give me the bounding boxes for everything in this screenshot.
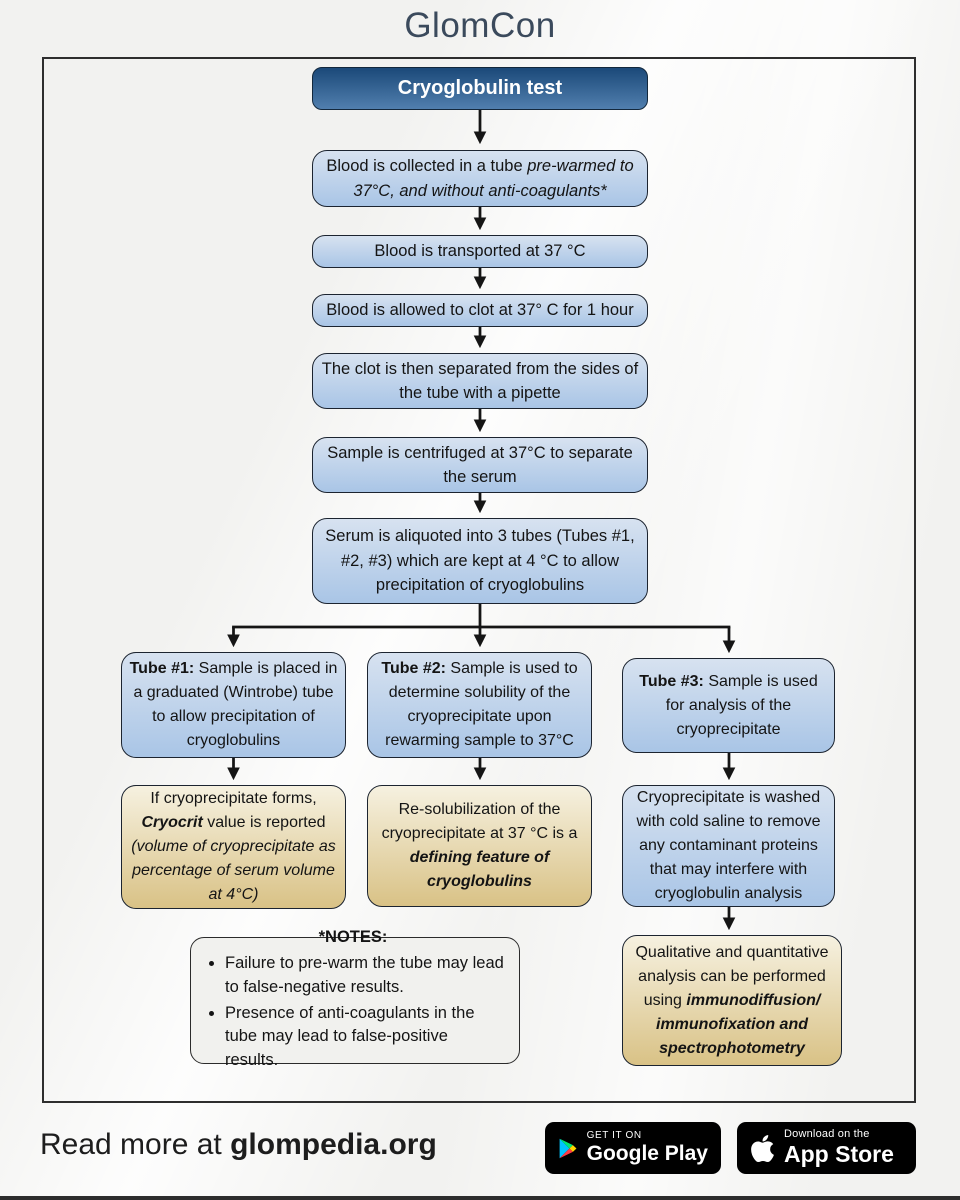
google-play-store-name: Google Play xyxy=(586,1141,708,1165)
flow-box-washed-text: Cryoprecipitate is washed with cold saline to remove any contaminant proteins that may interfere with cryoglobulin analysis xyxy=(636,789,821,902)
flow-box-tube3-text: Tube #3: Sample is used for analysis of the cryoprecipitate xyxy=(639,672,818,738)
notes-title: *NOTES: xyxy=(318,927,388,946)
flow-box-tube3 xyxy=(622,658,835,753)
flow-box-transport xyxy=(312,235,648,268)
flow-box-transport-text: Blood is transported at 37 °C xyxy=(374,242,586,261)
flow-box-analysis-text: Qualitative and quantitative analysis can be performed using immunodiffusion/ immunofixation and spectrophotometry xyxy=(635,943,829,1057)
flow-box-separate-text: The clot is then separated from the sides of the tube with a pipette xyxy=(321,359,639,402)
flow-box-clot-text: Blood is allowed to clot at 37° C for 1 hour xyxy=(326,301,634,320)
read-more-text xyxy=(40,1128,437,1162)
notes-box xyxy=(190,927,520,1070)
app-store-tagline: Download on the xyxy=(784,1128,870,1141)
flow-box-tube1-text: Tube #1: Sample is placed in a graduated (Wintrobe) tube to allow precipitation of cryoglobulins xyxy=(129,660,338,749)
flow-box-analysis xyxy=(622,935,842,1066)
bottom-edge-bar xyxy=(0,1196,960,1200)
flow-box-washed xyxy=(622,785,835,907)
flow-box-clot xyxy=(312,294,648,327)
flow-box-cryocrit-text: If cryoprecipitate forms, Cryocrit value is reported (volume of cryoprecipitate as percentage of serum volume at 4°C) xyxy=(131,790,336,903)
flow-box-title xyxy=(312,67,648,110)
flow-box-separate xyxy=(312,353,648,409)
flow-box-collect xyxy=(312,150,648,207)
flow-box-tube2-text: Tube #2: Sample is used to determine solubility of the cryoprecipitate upon rewarming sample to 37°C xyxy=(381,660,578,749)
google-play-tagline: GET IT ON xyxy=(586,1130,642,1142)
flow-box-title-text: Cryoglobulin test xyxy=(397,76,563,99)
notes-list xyxy=(201,952,505,1076)
flow-box-centrifuge-text: Sample is centrifuged at 37°C to separate the serum xyxy=(327,443,633,486)
flow-box-resolubilization xyxy=(367,785,592,907)
flow-box-centrifuge xyxy=(312,437,648,493)
read-more-site-link[interactable]: glompedia.org xyxy=(230,1128,437,1161)
flow-box-cryocrit xyxy=(121,785,346,909)
notes-bullet-2: • Presence of anti-coagulants in the tube may lead to false-positive results. xyxy=(225,1002,505,1074)
google-play-icon xyxy=(558,1133,578,1164)
flow-box-resolubilization-text: Re-solubilization of the cryoprecipitate at 37 °C is a defining feature of cryoglobulins xyxy=(381,801,578,890)
flow-box-aliquot-text: Serum is aliquoted into 3 tubes (Tubes #1, #2, #3) which are kept at 4 °C to allow precipitation of cryoglobulins xyxy=(325,527,635,595)
brand-logo-text: GlomCon xyxy=(404,6,556,45)
flow-box-collect-text: Blood is collected in a tube pre-warmed to 37°C, and without anti-coagulants* xyxy=(326,157,634,200)
notes-bullet-1: • Failure to pre-warm the tube may lead to false-negative results. xyxy=(225,952,505,1000)
apple-icon xyxy=(750,1133,775,1164)
read-more-prefix: Read more at xyxy=(40,1128,231,1161)
app-store-badge[interactable] xyxy=(737,1122,916,1174)
google-play-badge[interactable] xyxy=(545,1122,721,1174)
flow-box-aliquot xyxy=(312,518,648,604)
flow-box-tube1 xyxy=(121,652,346,758)
flow-box-tube2 xyxy=(367,652,592,758)
app-store-store-name: App Store xyxy=(784,1141,894,1168)
